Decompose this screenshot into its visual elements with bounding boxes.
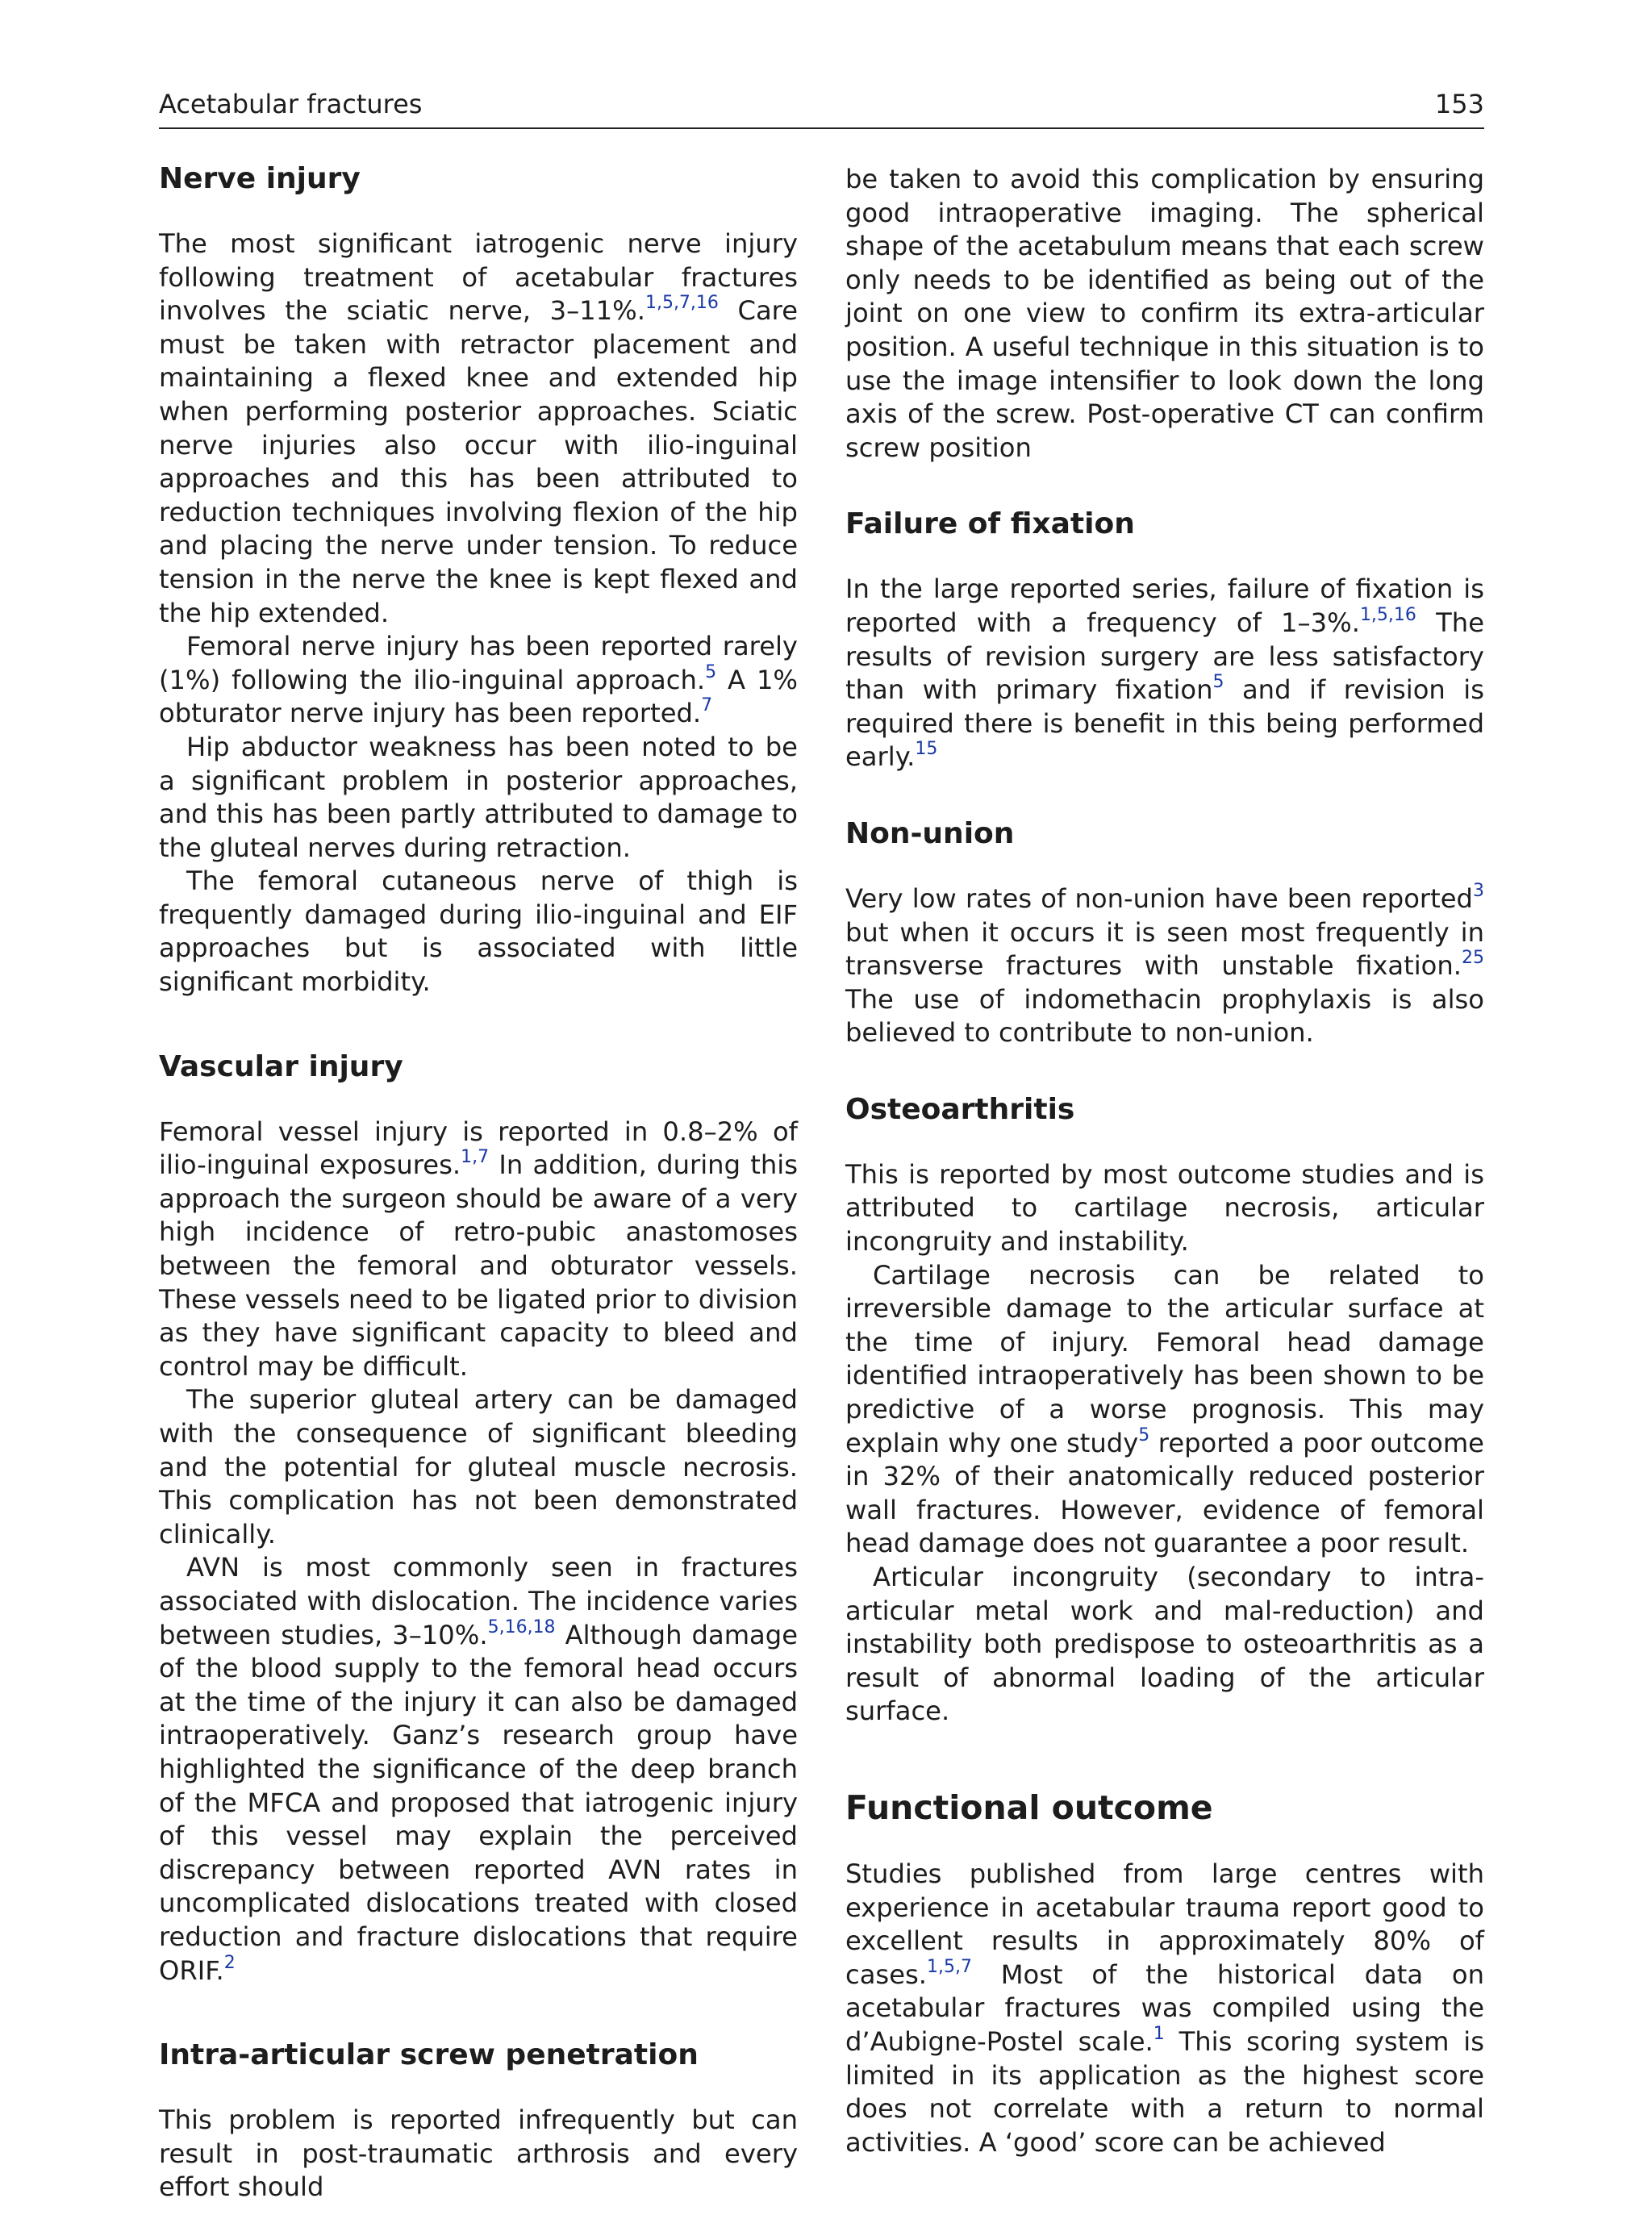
paragraph: Femoral nerve injury has been reported rarely (1%) following the ilio-inguinal approach.$^5$ A 1% obturator nerve injury has been reported.$^7$ bbox=[159, 631, 799, 729]
section-non-union bbox=[845, 816, 1484, 1050]
citation-ref[interactable]: 2 bbox=[223, 1952, 236, 1973]
citation-ref[interactable]: 15 bbox=[915, 739, 938, 760]
section-vascular-injury bbox=[159, 1049, 798, 1988]
citation-ref[interactable]: 1,5,7,16 bbox=[645, 293, 719, 314]
citation-ref[interactable]: 1,5,7 bbox=[927, 1956, 972, 1977]
citation-ref[interactable]: 1,5,16 bbox=[1359, 604, 1416, 625]
section-osteoarthritis bbox=[845, 1092, 1484, 1729]
paragraph: Cartilage necrosis can be related to irreversible damage to the articular surface at the time of injury. Femoral head damage identified intraoperatively has been shown to be predictive of a worse prognosis. This may explain why one study$^5$ reported a poor outcome in 32% of their anatomically reduced posterior wall fractures. However, evidence of femoral head damage does not guarantee a poor result. bbox=[845, 1259, 1484, 1559]
section-heading: Vascular injury bbox=[159, 1049, 403, 1083]
paragraph: Hip abductor weakness has been noted to be a significant problem in posterior approaches, and this has been partly attributed to damage to the gluteal nerves during retraction. bbox=[159, 731, 798, 863]
citation-ref[interactable]: 7 bbox=[701, 695, 713, 716]
section-functional-outcome bbox=[845, 1788, 1484, 2159]
citation-ref[interactable]: 5 bbox=[1212, 672, 1224, 693]
section-screw-penetration bbox=[159, 2038, 798, 2205]
paragraph: Femoral vessel injury is reported in 0.8–2% of ilio-inguinal exposures.$^{1,7}$ In addition, during this approach the surgeon should be aware of a very high incidence of retro-pubic anastomoses between the femoral and obturator vessels. These vessels need to be ligated prior to division as they have significant capacity to bleed and control may be difficult. bbox=[159, 1116, 799, 1382]
right-column bbox=[845, 164, 1484, 2195]
citation-ref[interactable]: 1,7 bbox=[461, 1147, 490, 1168]
paragraph: Studies published from large centres with experience in acetabular trauma report good to excellent results in approximately 80% of cases.$^{1,5,7}$ Most of the historical data on acetabular fractures was compiled using the d’Aubigne-Postel scale.$^1$ This scoring system is limited in its application as the highest score does not correlate with a return to normal activities. A ‘good’ score can be achieved bbox=[845, 1858, 1484, 2158]
citation-ref[interactable]: 5,16,18 bbox=[487, 1616, 556, 1637]
running-header bbox=[159, 87, 1484, 129]
paragraph: In the large reported series, failure of fixation is reported with a frequency of 1–3%.$^{1,5,16}$ The results of revision surgery are less satisfactory than with primary fixation$^5$ and if revision is required there is benefit in this being performed early.$^{15}$ bbox=[845, 574, 1484, 773]
citation-ref[interactable]: 1 bbox=[1153, 2023, 1165, 2044]
paragraph: The superior gluteal artery can be damaged with the consequence of significant bleeding and the potential for gluteal muscle necrosis. This complication has not been demonstrated clinically. bbox=[159, 1384, 798, 1550]
running-title: Acetabular fractures bbox=[159, 89, 423, 119]
section-heading: Osteoarthritis bbox=[845, 1092, 1075, 1126]
section-failure-of-fixation bbox=[845, 507, 1484, 774]
paragraph: The most significant iatrogenic nerve injury following treatment of acetabular fractures involves the sciatic nerve, 3–11%.$^{1,5,7,16}$ Care must be taken with retractor placement and maintaining a flexed knee and extended hip when performing posterior approaches. Sciatic nerve injuries also occur with ilio-inguinal approaches and this has been attributed to reduction techniques involving flexion of the hip and placing the nerve under tension. To reduce tension in the nerve the knee is kept flexed and the hip extended. bbox=[159, 228, 799, 628]
section-heading: Non-union bbox=[845, 816, 1015, 850]
left-column bbox=[159, 161, 798, 2240]
paragraph: Very low rates of non-union have been reported$^3$ but when it occurs it is seen most frequently in transverse fractures with unstable fixation.$^{25}$ The use of indomethacin prophylaxis is also believed to contribute to non-union. bbox=[845, 880, 1484, 1049]
continued-paragraph bbox=[845, 163, 1484, 465]
citation-ref[interactable]: 5 bbox=[1138, 1425, 1150, 1445]
section-heading: Nerve injury bbox=[159, 162, 361, 195]
section-heading: Intra-articular screw penetration bbox=[159, 2038, 699, 2072]
paragraph: AVN is most commonly seen in fractures associated with dislocation. The incidence varies between studies, 3–10%.$^{5,16,18}$ Although damage of the blood supply to the femoral head occurs at the time of the injury it can also be damaged intraoperatively. Ganz’s research group have highlighted the significance of the deep branch of the MFCA and proposed that iatrogenic injury of this vessel may explain the perceived discrepancy between reported AVN rates in uncomplicated dislocations treated with closed reduction and fracture dislocations that require ORIF.$^2$ bbox=[159, 1552, 799, 1986]
section-nerve-injury bbox=[159, 161, 798, 999]
paragraph: Articular incongruity (secondary to intra-articular metal work and mal-reduction) and instability both predispose to osteoarthritis as a result of abnormal loading of the articular surface. bbox=[845, 1562, 1484, 1727]
paragraph: This is reported by most outcome studies and is attributed to cartilage necrosis, articular incongruity and instability. bbox=[845, 1158, 1484, 1258]
page-number: 153 bbox=[1434, 89, 1484, 119]
section-heading: Functional outcome bbox=[845, 1787, 1213, 1827]
section-heading: Failure of fixation bbox=[845, 507, 1135, 541]
paragraph: be taken to avoid this complication by ensuring good intraoperative imaging. The spherical shape of the acetabulum means that each screw only needs to be identified as being out of the joint on one view to confirm its extra-articular position. A useful technique in this situation is to use the image intensifier to look down the long axis of the screw. Post-operative CT can confirm screw position bbox=[845, 164, 1484, 463]
citation-ref[interactable]: 3 bbox=[1473, 880, 1484, 901]
paragraph: The femoral cutaneous nerve of thigh is frequently damaged during ilio-inguinal and EIF approaches but is associated with little significant morbidity. bbox=[159, 866, 798, 998]
paragraph: This problem is reported infrequently but can result in post-traumatic arthrosis and every effort should bbox=[159, 2104, 798, 2203]
citation-ref[interactable]: 25 bbox=[1462, 948, 1484, 969]
citation-ref[interactable]: 5 bbox=[705, 661, 717, 682]
